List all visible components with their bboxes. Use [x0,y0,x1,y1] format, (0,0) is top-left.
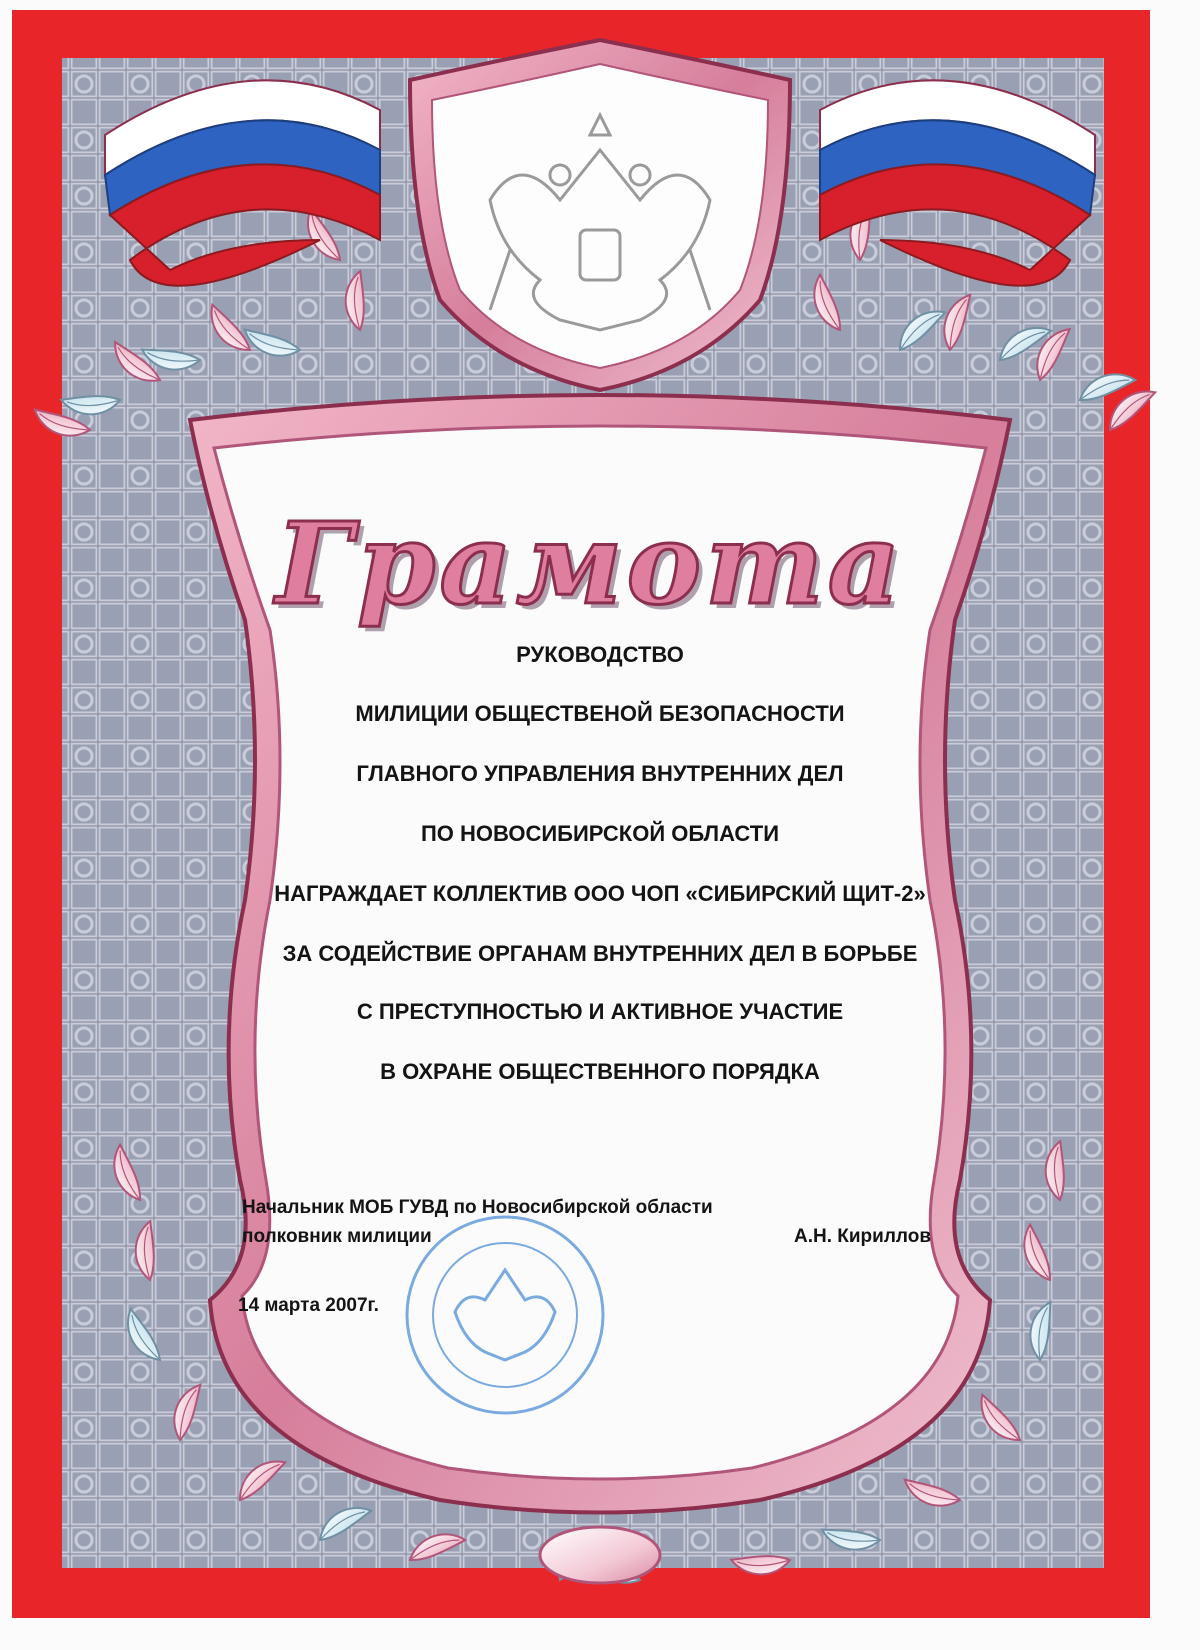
signatory-position: Начальник МОБ ГУВД по Новосибирской области [242,1197,713,1218]
body-line: ГЛАВНОГО УПРАВЛЕНИЯ ВНУТРЕННИХ ДЕЛ [356,761,844,786]
body-line: В ОХРАНЕ ОБЩЕСТВЕННОГО ПОРЯДКА [380,1059,820,1084]
award-date: 14 марта 2007г. [238,1295,379,1316]
body-line: ПО НОВОСИБИРСКОЙ ОБЛАСТИ [420,821,780,846]
body-line: ЗА СОДЕЙСТВИЕ ОРГАНАМ ВНУТРЕННИХ ДЕЛ В БОРЬБЕ [282,941,918,966]
signatory-rank: полковник милиции [242,1226,432,1247]
body-line: С ПРЕСТУПНОСТЬЮ И АКТИВНОЕ УЧАСТИЕ [356,999,844,1024]
signatory-name: А.Н. Кириллов [794,1226,932,1247]
body-line: НАГРАЖДАЕТ КОЛЛЕКТИВ ООО ЧОП «СИБИРСКИЙ ЩИТ-2» [274,881,926,906]
body-line: РУКОВОДСТВО [516,642,684,667]
certificate-title: Грамота [275,499,905,630]
body-line: МИЛИЦИИ ОБЩЕСТВЕНОЙ БЕЗОПАСНОСТИ [355,701,845,726]
